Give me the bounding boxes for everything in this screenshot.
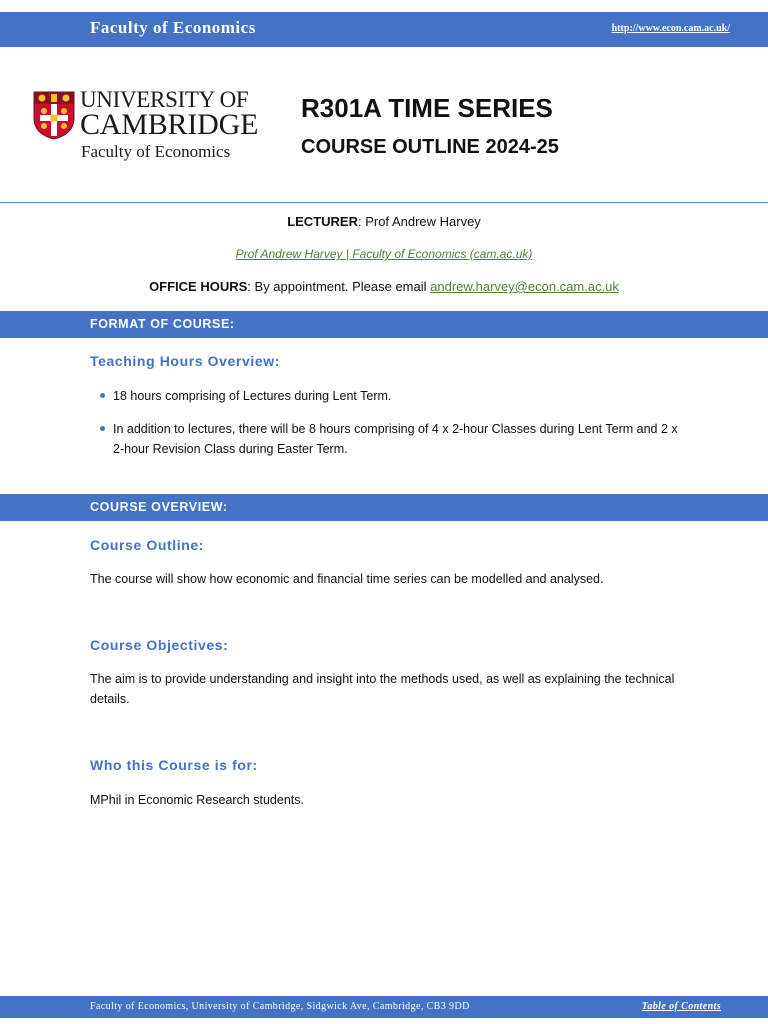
office-hours-line xyxy=(0,279,768,294)
logo-line-cambridge: CAMBRIDGE xyxy=(80,108,259,141)
footer-bar xyxy=(0,996,768,1018)
course-outline-heading: Course Outline: xyxy=(90,537,205,553)
university-logo xyxy=(32,88,267,164)
university-crest-icon xyxy=(32,90,76,140)
lecturer-label: LECTURER xyxy=(287,214,358,229)
course-outline-text: The course will show how economic and financial time series can be modelled and analysed. xyxy=(90,572,604,586)
list-item-text: 18 hours comprising of Lectures during Lent Term. xyxy=(113,389,392,403)
bullet-icon xyxy=(100,393,105,398)
lecturer-colon: : xyxy=(357,214,366,229)
teaching-hours-heading: Teaching Hours Overview: xyxy=(90,353,280,369)
overview-section-title: COURSE OVERVIEW: xyxy=(90,500,228,514)
course-objectives-text: The aim is to provide understanding and insight into the methods used, as well as explaining the technical details. xyxy=(90,672,675,706)
page-title: R301A TIME SERIES xyxy=(301,93,553,123)
header-faculty: Faculty of Economics xyxy=(90,18,256,37)
format-section-bar xyxy=(0,311,768,338)
audience-heading: Who this Course is for: xyxy=(90,757,258,773)
header-divider xyxy=(0,202,768,203)
page-subtitle: COURSE OUTLINE 2024-25 xyxy=(301,136,559,158)
format-section-title: FORMAT OF COURSE: xyxy=(90,317,235,331)
office-hours-text: : By appointment. Please email xyxy=(247,279,431,294)
table-of-contents-link[interactable]: Table of Contents xyxy=(641,1001,721,1012)
course-objectives-heading: Course Objectives: xyxy=(90,637,229,653)
lecturer-line xyxy=(0,214,768,229)
list-item-text: In addition to lectures, there will be 8 hours comprising of 4 x 2-hour Classes during Lent Term and 2 x 2-hour Revision Class during Easter Term. xyxy=(113,422,678,456)
logo-line-university: UNIVERSITY OF xyxy=(80,87,249,112)
footer-address: Faculty of Economics, University of Cambridge, Sidgwick Ave, Cambridge, CB3 9DD xyxy=(90,1001,470,1012)
lecturer-email-link[interactable]: andrew.harvey@econ.cam.ac.uk xyxy=(430,279,619,294)
lecturer-profile-link[interactable]: Prof Andrew Harvey | Faculty of Economics (cam.ac.uk) xyxy=(235,247,533,261)
lecturer-name: Prof Andrew Harvey xyxy=(365,214,481,229)
header-bar xyxy=(0,12,768,47)
logo-line-faculty: Faculty of Economics xyxy=(81,142,231,161)
office-hours-label: OFFICE HOURS xyxy=(149,279,248,294)
header-url-link[interactable]: http://www.econ.cam.ac.uk/ xyxy=(611,23,730,34)
overview-section-bar xyxy=(0,494,768,521)
bullet-icon xyxy=(100,426,105,431)
audience-text: MPhil in Economic Research students. xyxy=(90,793,304,807)
